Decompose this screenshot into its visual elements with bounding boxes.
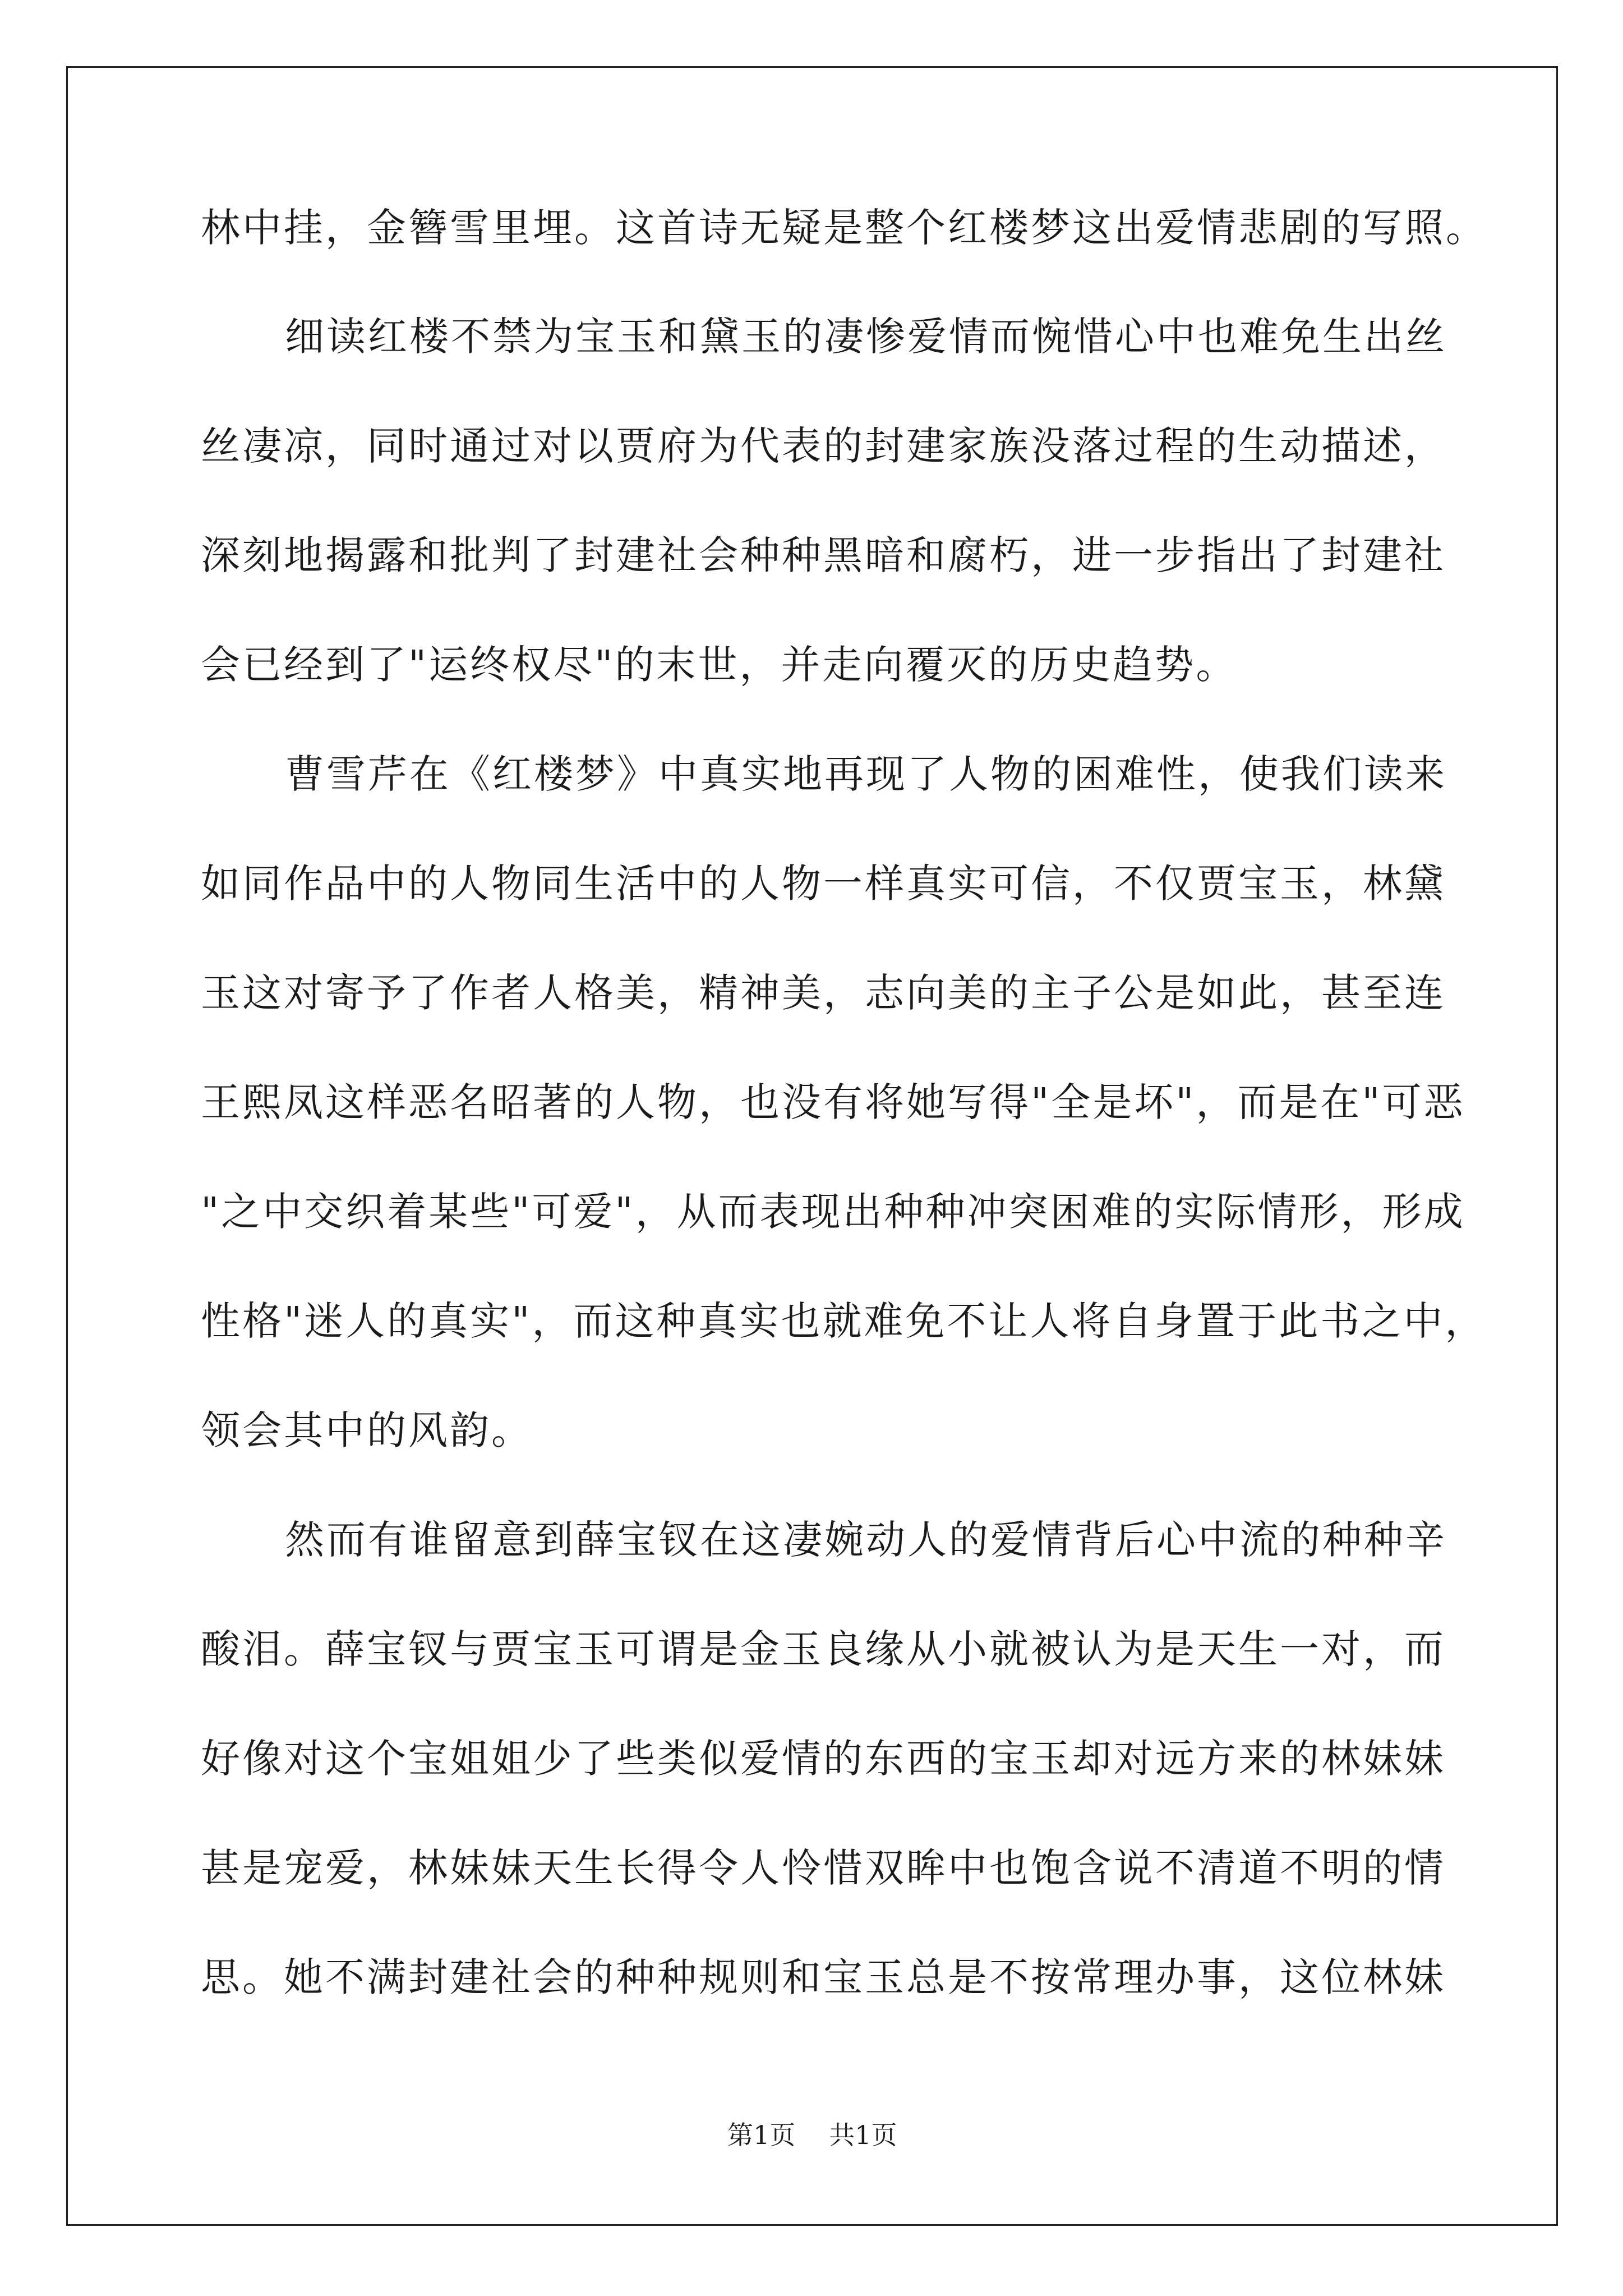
page-number: 第1页 bbox=[727, 2120, 796, 2150]
text-line: 林中挂，金簪雪里埋。这首诗无疑是整个红楼梦这出爱情悲剧的写照。 bbox=[201, 205, 1487, 251]
text-line: 酸泪。薛宝钗与贾宝玉可谓是金玉良缘从小就被认为是天生一对，而 bbox=[201, 1626, 1446, 1672]
page-frame bbox=[66, 66, 1558, 2226]
text-line: 性格"迷人的真实"，而这种真实也就难免不让人将自身置于此书之中， bbox=[201, 1298, 1487, 1344]
text-line: 好像对这个宝姐姐少了些类似爱情的东西的宝玉却对远方来的林妹妹 bbox=[201, 1736, 1446, 1782]
text-line: 王熙凤这样恶名昭著的人物，也没有将她写得"全是坏"，而是在"可恶 bbox=[201, 1079, 1465, 1125]
page-total: 共1页 bbox=[829, 2120, 897, 2150]
paragraph-first-line: 细读红楼不禁为宝玉和黛玉的凄惨爱情而惋惜心中也难免生出丝 bbox=[285, 314, 1447, 360]
page-footer bbox=[727, 2122, 897, 2148]
paragraph-first-line: 曹雪芹在《红楼梦》中真实地再现了人物的困难性，使我们读来 bbox=[285, 751, 1447, 797]
paragraph-last-line: 会已经到了"运终权尽"的末世，并走向覆灭的历史趋势。 bbox=[201, 642, 1238, 688]
text-line: 深刻地揭露和批判了封建社会种种黑暗和腐朽，进一步指出了封建社 bbox=[201, 532, 1446, 578]
text-line: "之中交织着某些"可爱"，从而表现出种种冲突困难的实际情形，形成 bbox=[201, 1189, 1465, 1235]
text-line: 甚是宠爱，林妹妹天生长得令人怜惜双眸中也饱含说不清道不明的情 bbox=[201, 1845, 1446, 1891]
text-line: 玉这对寄予了作者人格美，精神美，志向美的主子公是如此，甚至连 bbox=[201, 970, 1446, 1016]
text-line: 如同作品中的人物同生活中的人物一样真实可信，不仅贾宝玉，林黛 bbox=[201, 861, 1446, 907]
text-line: 思。她不满封建社会的种种规则和宝玉总是不按常理办事，这位林妹 bbox=[201, 1954, 1446, 2000]
paragraph-last-line: 领会其中的风韵。 bbox=[201, 1407, 533, 1453]
text-line: 丝凄凉，同时通过对以贾府为代表的封建家族没落过程的生动描述， bbox=[201, 423, 1446, 469]
paragraph-first-line: 然而有谁留意到薛宝钗在这凄婉动人的爱情背后心中流的种种辛 bbox=[285, 1517, 1447, 1563]
